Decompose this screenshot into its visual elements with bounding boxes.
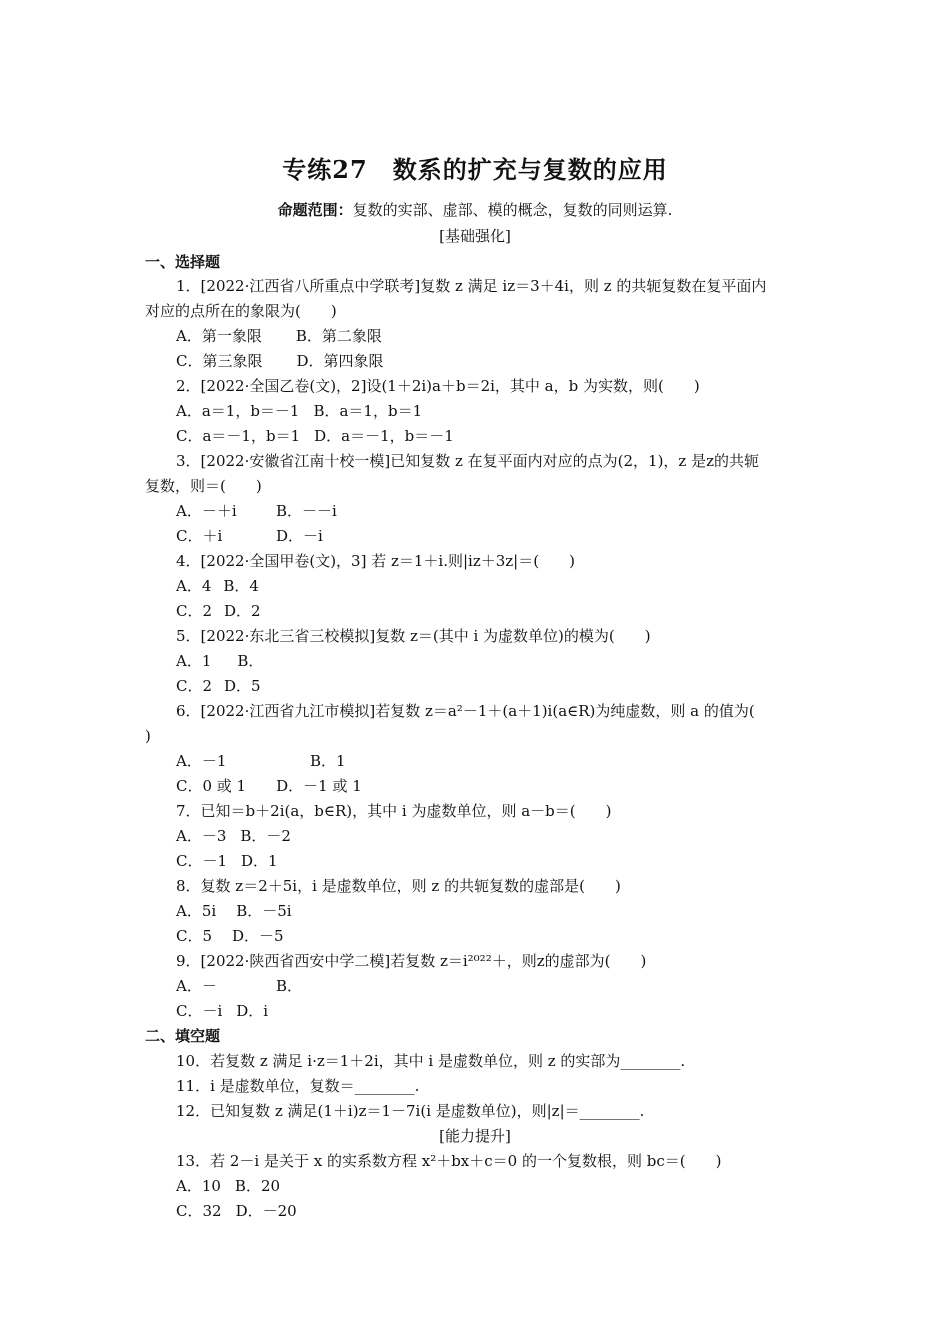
section-heading-choice: 一、选择题 (145, 253, 221, 271)
option-c: C．a＝－1，b＝1 (176, 427, 301, 445)
question-7-stem: 7．已知＝b＋2i(a，b∈R)，其中 i 为虚数单位，则 a－b＝( ) (176, 802, 612, 820)
option-a: A．－3 (176, 827, 227, 845)
option-c: C．－1 (176, 852, 228, 870)
question-10: 10．若复数 z 满足 i·z＝1＋2i，其中 i 是虚数单位，则 z 的实部为________. (176, 1052, 686, 1070)
question-1-options-row2 (176, 351, 384, 371)
option-b: B． (276, 977, 303, 995)
option-c: C．第三象限 (176, 352, 263, 370)
option-b: B．1 (310, 752, 346, 770)
advanced-section-tag: [能力提升] (439, 1127, 511, 1145)
page-title: 专练27 数系的扩充与复数的应用 (282, 155, 668, 184)
question-8-options-row1 (176, 901, 292, 921)
option-a: A．－ (176, 977, 217, 995)
question-8-stem: 8．复数 z＝2＋5i，i 是虚数单位，则 z 的共轭复数的虚部是( ) (176, 877, 621, 895)
option-a: A．a＝1，b＝－1 (176, 402, 300, 420)
question-4-options-row2 (176, 601, 261, 621)
option-d: D．－5 (232, 927, 284, 945)
question-6-stem: 6．[2022·江西省九江市模拟]若复数 z＝a²－1＋(a＋1)i(a∈R)为纯虚数，则 a 的值为( (176, 702, 755, 720)
question-11: 11．i 是虚数单位，复数＝________. (176, 1077, 420, 1095)
question-13-stem: 13．若 2－i 是关于 x 的实系数方程 x²＋bx＋c＝0 的一个复数根，则 bc＝( ) (176, 1152, 722, 1170)
scope-label: 命题范围： (277, 201, 353, 219)
option-d: D．－20 (235, 1202, 297, 1220)
option-d: D．i (236, 1002, 269, 1020)
option-c: C．2 (176, 602, 213, 620)
question-5-options-row2 (176, 676, 261, 696)
question-6-options-row1 (176, 751, 346, 771)
option-a: A．－1 (176, 752, 227, 770)
question-12: 12．已知复数 z 满足(1＋i)z＝1－7i(i 是虚数单位)，则|z|＝________. (176, 1102, 645, 1120)
option-b: B．a＝1，b＝1 (313, 402, 423, 420)
option-d: D．－i (276, 527, 323, 545)
option-b: B． (237, 652, 264, 670)
question-2-stem: 2．[2022·全国乙卷(文)，2]设(1＋2i)a＋b＝2i，其中 a，b 为实数，则( ) (176, 377, 700, 395)
question-4-options-row1 (176, 576, 259, 596)
question-1-stem: 1．[2022·江西省八所重点中学联考]复数 z 满足 iz＝3＋4i，则 z 的共轭复数在复平面内 (176, 277, 767, 295)
question-3-options-row1 (176, 501, 337, 521)
question-6-stem-cont: ) (145, 727, 151, 745)
option-a: A．第一象限 (176, 327, 262, 345)
question-5-options-row1 (176, 651, 263, 671)
question-9-options-row1 (176, 976, 302, 996)
option-c: C．0 或 1 (176, 777, 247, 795)
option-d: D．a＝－1，b＝－1 (314, 427, 454, 445)
option-c: C．5 (176, 927, 213, 945)
option-c: C．32 (176, 1202, 222, 1220)
scope-text: 复数的实部、虚部、模的概念，复数的同则运算. (352, 201, 673, 219)
question-2-options-row2 (176, 426, 454, 446)
question-13-options-row1 (176, 1176, 280, 1196)
option-a: A．1 (176, 652, 212, 670)
question-9-options-row2 (176, 1001, 268, 1021)
question-1-stem-cont: 对应的点所在的象限为( ) (145, 302, 337, 320)
section-heading-fill: 二、填空题 (145, 1027, 221, 1045)
question-4-stem: 4．[2022·全国甲卷(文)，3] 若 z＝1＋i.则|iz＋3z|＝( ) (176, 552, 575, 570)
question-3-stem: 3．[2022·安徽省江南十校一模]已知复数 z 在复平面内对应的点为(2，1)，z 是z的共轭 (176, 452, 759, 470)
question-9-stem: 9．[2022·陕西省西安中学二模]若复数 z＝i²⁰²²＋，则z的虚部为( ) (176, 952, 647, 970)
option-d: D．1 (241, 852, 278, 870)
option-c: C．－i (176, 1002, 223, 1020)
option-a: A．5i (176, 902, 217, 920)
option-b: B．4 (223, 577, 259, 595)
option-a: A．－＋i (176, 502, 237, 520)
option-d: D．－1 或 1 (276, 777, 362, 795)
option-c: C．2 (176, 677, 213, 695)
question-2-options-row1 (176, 401, 422, 421)
basic-section-tag: [基础强化] (439, 227, 511, 245)
question-5-stem: 5．[2022·东北三省三校模拟]复数 z＝(其中 i 为虚数单位)的模为( ) (176, 627, 651, 645)
option-b: B．－2 (240, 827, 291, 845)
option-c: C．＋i (176, 527, 223, 545)
scope-line (0, 200, 950, 220)
option-b: B．20 (234, 1177, 281, 1195)
option-d: D．2 (224, 602, 261, 620)
question-3-options-row2 (176, 526, 323, 546)
option-a: A．4 (176, 577, 212, 595)
question-7-options-row2 (176, 851, 278, 871)
option-b: B．－－i (276, 502, 337, 520)
question-1-options-row1 (176, 326, 382, 346)
question-8-options-row2 (176, 926, 284, 946)
option-b: B．第二象限 (295, 327, 382, 345)
option-d: D．5 (224, 677, 261, 695)
question-6-options-row2 (176, 776, 362, 796)
option-b: B．－5i (236, 902, 292, 920)
question-7-options-row1 (176, 826, 291, 846)
option-a: A．10 (176, 1177, 221, 1195)
option-d: D．第四象限 (296, 352, 384, 370)
question-13-options-row2 (176, 1201, 297, 1221)
question-3-stem-cont: 复数，则＝( ) (145, 477, 262, 495)
